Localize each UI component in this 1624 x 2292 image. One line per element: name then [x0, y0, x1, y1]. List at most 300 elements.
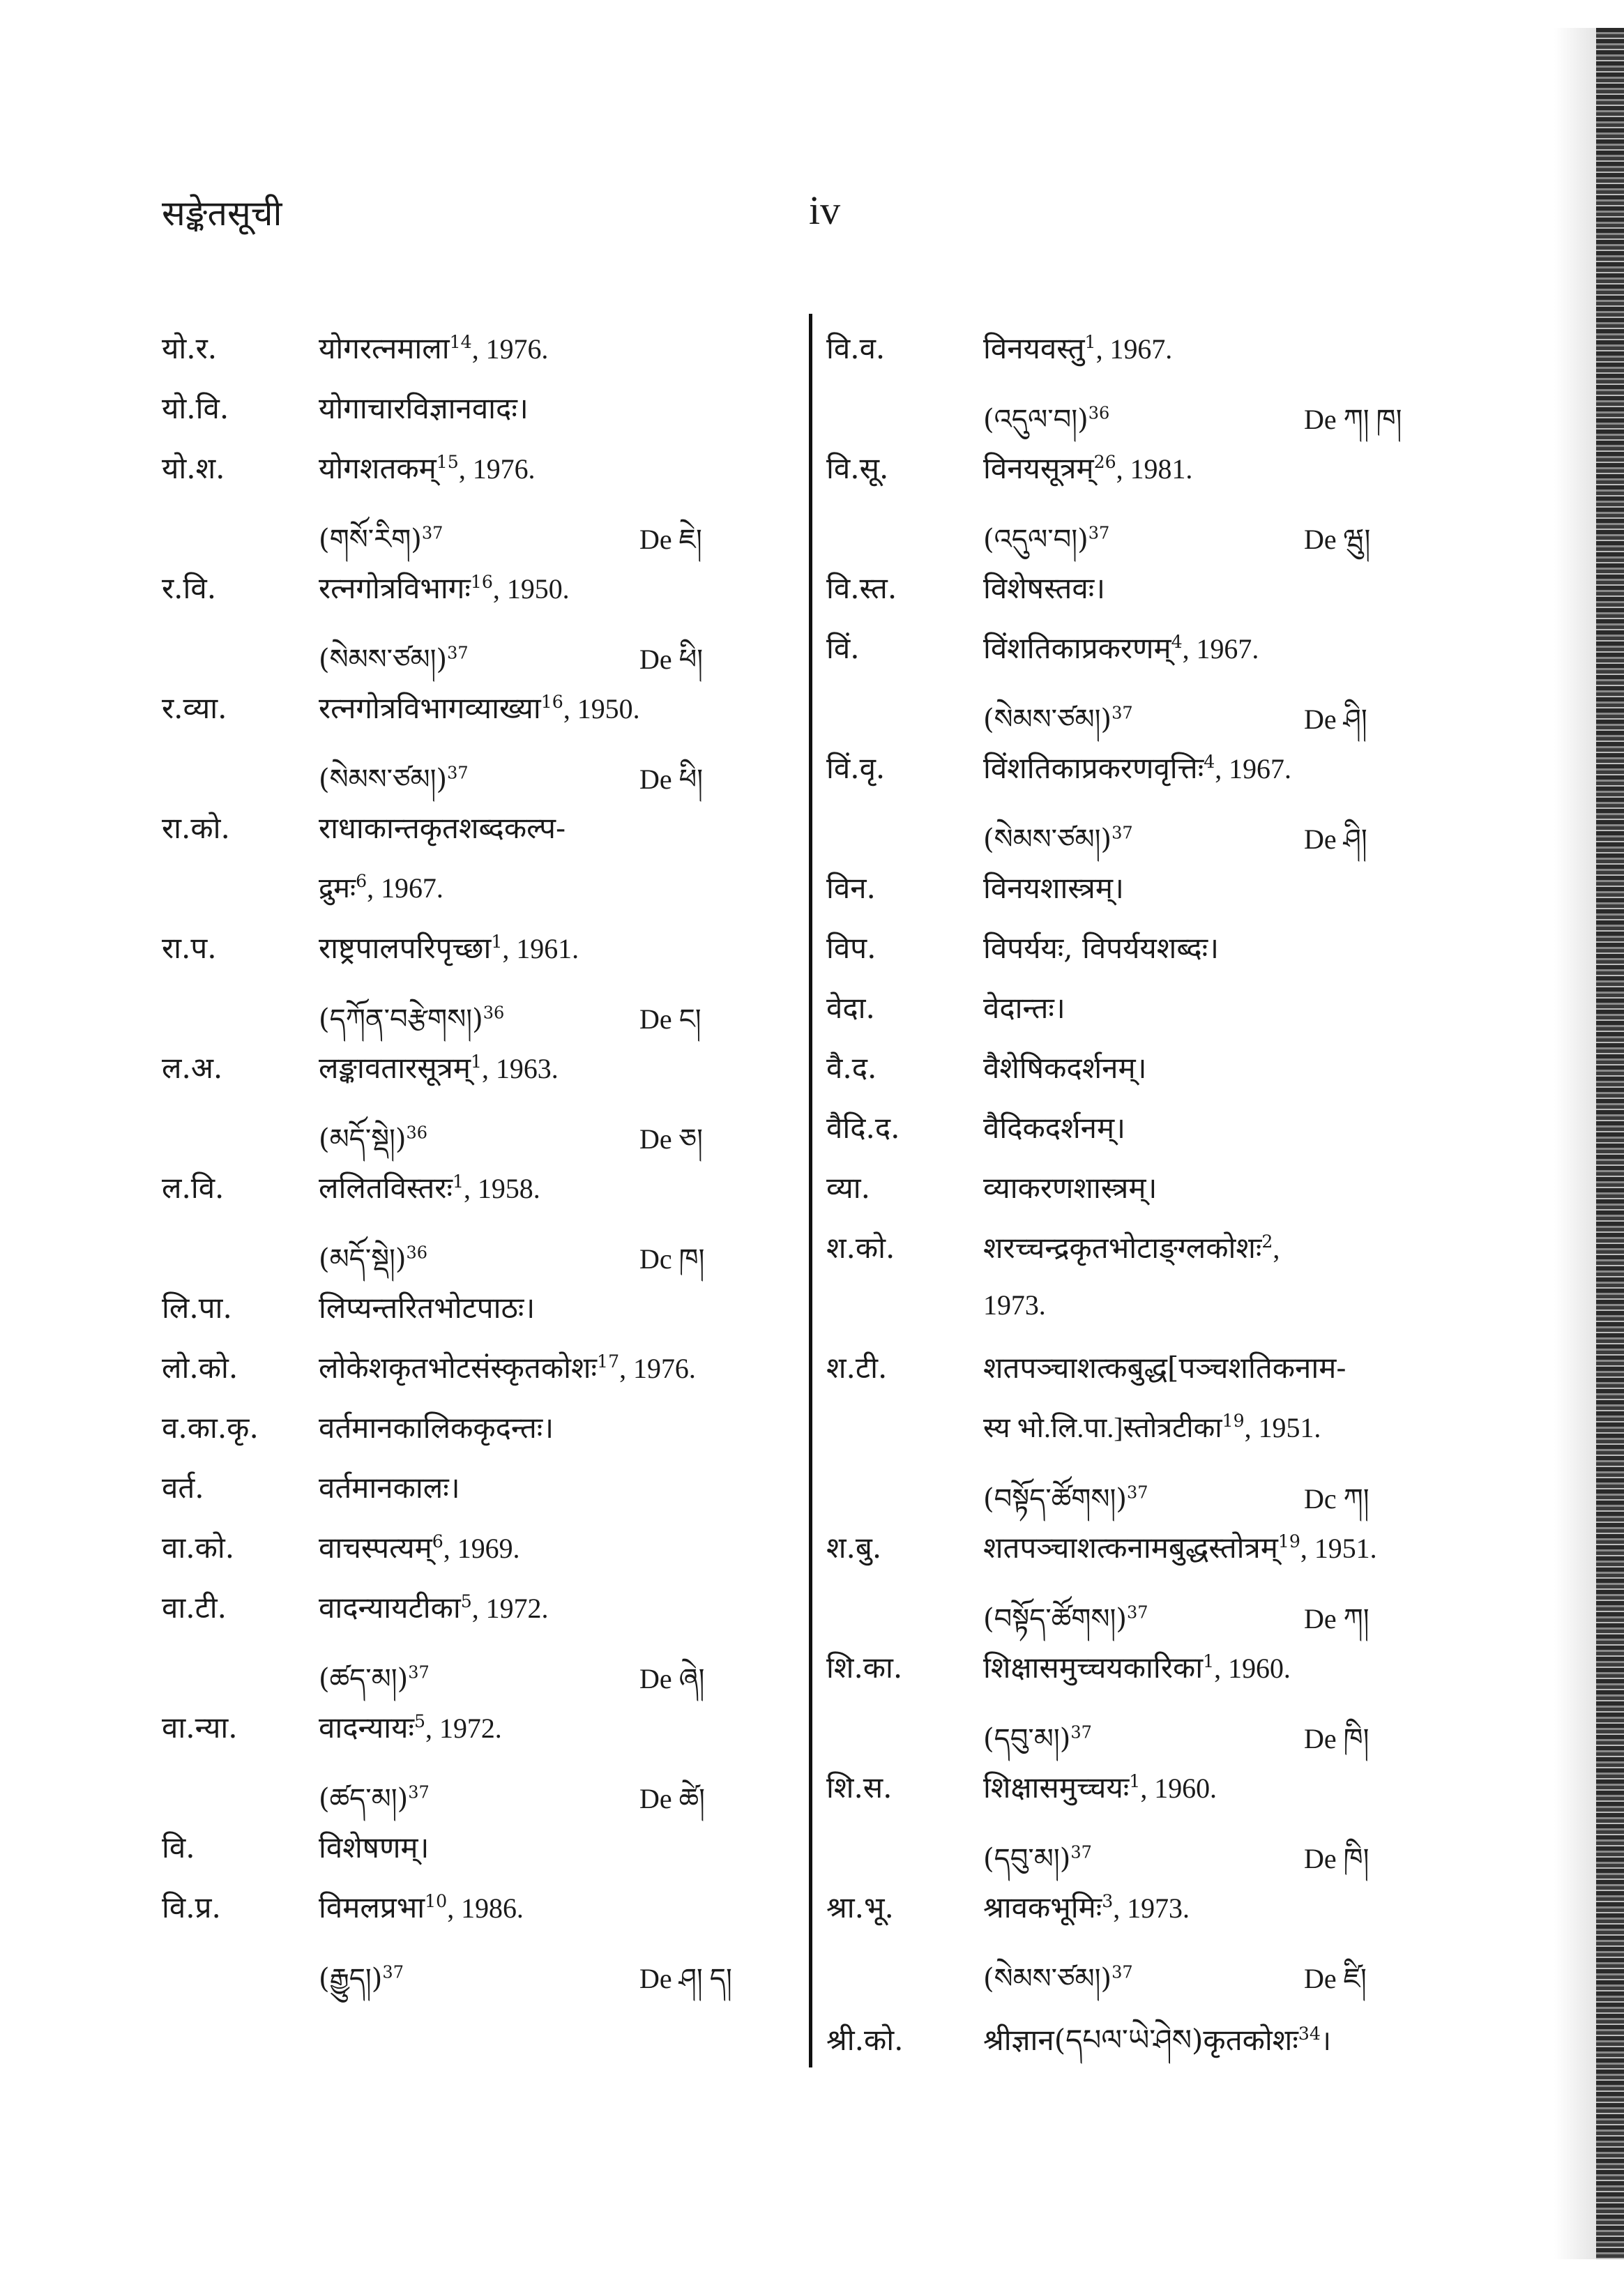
footnote-ref: 37 — [382, 1962, 404, 1982]
abbreviation-entry — [826, 1047, 1440, 1107]
abbreviation: श्रा.भू. — [826, 1890, 894, 1925]
abbreviation: वि.व. — [826, 331, 886, 365]
expansion-title: वैदिकदर्शनम्। — [983, 1111, 1125, 1145]
tibetan-section-name: (ཚད་མ།) — [319, 1783, 409, 1815]
expansion-title: वेदान्तः। — [983, 991, 1065, 1025]
publication-year: , 1986. — [447, 1892, 524, 1924]
tibetan-section-name: (འདུལ་བ།) — [983, 404, 1088, 436]
expansion-text — [983, 1887, 1440, 1927]
tibetan-reference-line — [162, 987, 754, 1047]
expansion-text — [319, 1467, 754, 1507]
expansion-text — [319, 1287, 754, 1327]
expansion-text — [319, 328, 754, 367]
abbreviation: विं.वृ. — [826, 751, 886, 785]
publication-year: , 1967. — [1182, 633, 1259, 665]
expansion-text — [319, 1167, 754, 1207]
expansion-title: विशेषणम्। — [319, 1830, 430, 1865]
footnote-ref: 37 — [1126, 1482, 1148, 1503]
tibetan-section-name: (གསོ་རིག) — [319, 524, 422, 556]
expansion-text — [983, 987, 1440, 1027]
abbreviation: यो.वि. — [162, 391, 229, 425]
expansion-title: वाचस्पत्यम् — [319, 1531, 432, 1565]
entry-continuation-line — [826, 1287, 1440, 1347]
tibetan-section — [319, 1947, 639, 2026]
tibetan-section-name: (སེམས་ཙམ།) — [319, 764, 448, 796]
entry-main-line — [826, 927, 1440, 987]
footnote-ref: 34 — [1298, 2024, 1321, 2044]
entry-main-line — [826, 867, 1440, 927]
tibetan-reference-line — [826, 388, 1440, 448]
publication-year: , 1972. — [425, 1713, 502, 1744]
abbreviation-entry — [826, 1887, 1440, 2007]
abbreviation: वा.टी. — [162, 1591, 227, 1625]
expansion-text — [983, 1227, 1440, 1267]
abbreviation-entry — [826, 2007, 1440, 2067]
entry-main-line — [162, 1887, 754, 1947]
expansion-text — [983, 1527, 1440, 1567]
tibetan-section-name: (སེམས་ཙམ།) — [983, 1963, 1112, 1995]
derge-volume-ref: De ཀ། — [1304, 1603, 1369, 1634]
footnote-ref: 37 — [447, 643, 469, 663]
footnote-ref: 37 — [447, 763, 469, 783]
entry-main-line — [826, 448, 1440, 508]
abbreviation-entry — [162, 1827, 754, 1887]
column-divider — [809, 314, 812, 2067]
expansion-text — [319, 1587, 754, 1627]
expansion-title: शिक्षासमुच्चयकारिका — [983, 1650, 1204, 1685]
abbreviation-entry — [162, 1707, 754, 1827]
tibetan-section-name: (མདོ་སྡེ།) — [319, 1243, 407, 1275]
expansion-text — [319, 1527, 754, 1567]
abbreviation-entry — [826, 867, 1440, 927]
expansion-text — [983, 328, 1440, 367]
entry-main-line — [162, 1407, 754, 1467]
continuation-text — [983, 1287, 1440, 1321]
entry-continuation-line — [826, 1407, 1440, 1467]
abbreviation: शि.का. — [826, 1650, 903, 1685]
publication-year: , 1976. — [471, 333, 549, 365]
abbreviation: वेदा. — [826, 991, 875, 1025]
tibetan-section-name: (སེམས་ཙམ།) — [319, 644, 448, 676]
expansion-title: ललितविस्तरः — [319, 1171, 453, 1205]
abbreviation-entry — [826, 1107, 1440, 1167]
expansion-title: विनयसूत्रम् — [983, 451, 1094, 485]
expansion-title: शरच्चन्द्रकृतभोटाङ्ग्लकोशः — [983, 1231, 1262, 1265]
entry-main-line — [826, 1107, 1440, 1167]
abbreviation: श.को. — [826, 1231, 895, 1265]
abbreviation-entry — [826, 1527, 1440, 1647]
expansion-title: राधाकान्तकृतशब्दकल्प- — [319, 811, 566, 845]
abbreviation-entry — [826, 568, 1440, 628]
abbreviation-entry — [826, 747, 1440, 867]
expansion-title: वादन्यायः — [319, 1710, 415, 1745]
expansion-title: वर्तमानकालः। — [319, 1471, 460, 1505]
expansion-title: विनयशास्त्रम्। — [983, 871, 1124, 905]
expansion-text — [319, 448, 754, 487]
footnote-ref: 10 — [425, 1891, 448, 1911]
publication-year: , 1963. — [482, 1053, 559, 1084]
derge-volume-ref: De ཤི། — [1304, 704, 1367, 735]
footnote-ref: 37 — [1088, 523, 1110, 543]
footnote-ref: 37 — [408, 1782, 430, 1803]
tibetan-section-name: (དབུ་མ།) — [983, 1843, 1071, 1875]
right-column — [826, 328, 1440, 2067]
publication-year: , 1951. — [1300, 1533, 1377, 1564]
abbreviation-entry — [162, 688, 754, 807]
abbreviation: वा.को. — [162, 1531, 235, 1565]
expansion-text — [983, 568, 1440, 607]
expansion-title: लिप्यन्तरितभोटपाठः। — [319, 1291, 536, 1325]
abbreviation-entry — [826, 1767, 1440, 1887]
expansion-text — [319, 1887, 754, 1927]
entry-main-line — [162, 1287, 754, 1347]
publication-year: , 1967. — [1095, 333, 1173, 365]
running-header-title: सङ्केतसूची — [162, 193, 282, 234]
expansion-title: लङ्कावतारसूत्रम् — [319, 1051, 471, 1085]
page-number: iv — [809, 188, 841, 233]
tibetan-reference-line — [826, 1467, 1440, 1527]
abbreviation: व्या. — [826, 1171, 870, 1205]
abbreviation: विं. — [826, 631, 860, 665]
footnote-ref: 37 — [1070, 1842, 1092, 1862]
left-column — [162, 328, 754, 2007]
abbreviation-entry — [162, 448, 754, 568]
footnote-ref: 1 — [1203, 1651, 1215, 1671]
derge-volume-ref: De ཤི། — [1304, 824, 1367, 855]
abbreviation: श्री.को. — [826, 2023, 904, 2057]
footnote-ref: 1 — [470, 1052, 483, 1072]
footnote-ref: 36 — [1088, 403, 1110, 423]
tibetan-section-name: (འདུལ་བ།) — [983, 524, 1088, 556]
footnote-ref: 4 — [1204, 752, 1215, 772]
abbreviation-entry — [162, 1887, 754, 2007]
footnote-ref: 19 — [1277, 1531, 1300, 1551]
tibetan-reference-line — [162, 1107, 754, 1167]
publication-year: । — [1320, 2025, 1331, 2056]
expansion-text — [319, 1707, 754, 1747]
tibetan-reference-line — [162, 1947, 754, 2007]
footnote-ref: 17 — [597, 1351, 620, 1372]
expansion-title: लोकेशकृतभोटसंस्कृतकोशः — [319, 1351, 598, 1385]
footnote-ref: 5 — [414, 1711, 426, 1731]
publication-year: , 1950. — [492, 573, 570, 605]
derge-volume-ref: De ཅ། — [639, 1123, 703, 1155]
abbreviation-entry — [826, 448, 1440, 568]
entry-main-line — [826, 328, 1440, 388]
footnote-ref: 36 — [406, 1243, 428, 1263]
expansion-title: श्रावकभूमिः — [983, 1890, 1102, 1925]
entry-main-line — [826, 628, 1440, 688]
tibetan-section-name: (བསྟོད་ཚོགས།) — [983, 1483, 1127, 1515]
abbreviation: शि.स. — [826, 1770, 893, 1805]
abbreviation: श.टी. — [826, 1351, 888, 1385]
derge-volume-ref: De ཚེ། — [639, 1783, 706, 1814]
footnote-ref: 4 — [1171, 632, 1183, 652]
abbreviation: वि.स्त. — [826, 571, 897, 605]
publication-year: , 1969. — [443, 1533, 520, 1564]
derge-volume-ref: De ཁི། — [1304, 1843, 1369, 1874]
entry-main-line — [826, 1047, 1440, 1107]
abbreviation-entry — [826, 1347, 1440, 1527]
expansion-title: विनयवस्तु — [983, 331, 1085, 365]
entry-main-line — [162, 1707, 754, 1767]
expansion-title: विशेषस्तवः। — [983, 571, 1106, 605]
abbreviation: विन. — [826, 871, 876, 905]
abbreviation: ल.अ. — [162, 1051, 223, 1085]
tibetan-reference-line — [826, 807, 1440, 867]
expansion-title: राष्ट्रपालपरिपृच्छा — [319, 931, 492, 965]
abbreviation-entry — [162, 1587, 754, 1707]
entry-main-line — [826, 1767, 1440, 1827]
footnote-ref: 2 — [1261, 1231, 1273, 1252]
abbreviation-entry — [826, 328, 1440, 448]
abbreviation: वै.द. — [826, 1051, 877, 1085]
footnote-ref: 37 — [1111, 703, 1133, 723]
abbreviation: वि.प्र. — [162, 1890, 221, 1925]
tibetan-reference-line — [162, 1647, 754, 1707]
publication-year: , 1960. — [1140, 1773, 1217, 1804]
expansion-title: शिक्षासमुच्चयः — [983, 1770, 1130, 1805]
abbreviation: यो.श. — [162, 451, 225, 485]
publication-year: , 1967. — [367, 872, 443, 904]
continuation-text — [983, 1407, 1440, 1445]
derge-volume-ref: De ཇེ། — [639, 524, 702, 555]
entry-main-line — [162, 1347, 754, 1407]
tibetan-section-name: (དཀོན་བརྩེགས།) — [319, 1003, 483, 1035]
continuation-text — [319, 867, 754, 906]
footnote-ref: 3 — [1102, 1891, 1114, 1911]
footnote-ref: 15 — [436, 452, 459, 472]
expansion-text — [983, 448, 1440, 487]
entry-main-line — [162, 1167, 754, 1227]
footnote-ref: 5 — [460, 1591, 472, 1611]
entry-continuation-line — [162, 867, 754, 927]
abbreviation-entry — [162, 388, 754, 448]
entry-main-line — [162, 1587, 754, 1647]
expansion-text — [319, 688, 754, 727]
abbreviation-entry — [162, 328, 754, 388]
expansion-title: शतपञ्चाशत्कबुद्ध[पञ्चशतिकनाम- — [983, 1351, 1346, 1385]
abbreviation: वा.न्या. — [162, 1710, 238, 1745]
entry-main-line — [162, 927, 754, 987]
entry-main-line — [162, 1467, 754, 1527]
expansion-text — [983, 867, 1440, 907]
tibetan-reference-line — [162, 1767, 754, 1827]
entry-main-line — [826, 1887, 1440, 1947]
tibetan-section-name: (སེམས་ཙམ།) — [983, 824, 1112, 856]
publication-year: , 1972. — [471, 1593, 549, 1624]
tibetan-section-name: (དབུ་མ།) — [983, 1723, 1071, 1755]
derge-volume-ref: De ཞེ། — [639, 1663, 705, 1694]
continuation-title: 1973. — [983, 1289, 1046, 1321]
expansion-title: विपर्ययः, विपर्ययशब्दः। — [983, 931, 1220, 965]
expansion-text — [983, 1767, 1440, 1807]
abbreviation-entry — [162, 1347, 754, 1407]
publication-year: , 1976. — [619, 1353, 696, 1384]
expansion-text — [983, 1047, 1440, 1087]
abbreviation: ल.वि. — [162, 1171, 225, 1205]
tibetan-reference-line — [826, 508, 1440, 568]
entry-main-line — [826, 1227, 1440, 1287]
derge-volume-ref: De ཀ། ཁ། — [1304, 404, 1402, 435]
expansion-text — [983, 1347, 1440, 1387]
abbreviation-entry — [826, 1167, 1440, 1227]
expansion-title: वर्तमानकालिककृदन्तः। — [319, 1411, 554, 1445]
expansion-text — [983, 1647, 1440, 1687]
expansion-text — [983, 1107, 1440, 1147]
entry-main-line — [826, 568, 1440, 628]
entry-main-line — [826, 1647, 1440, 1707]
tibetan-reference-line — [162, 508, 754, 568]
abbreviation-entry — [826, 1647, 1440, 1767]
abbreviation: लो.को. — [162, 1351, 238, 1385]
entry-main-line — [162, 688, 754, 747]
tibetan-section-name: (བསྟོད་ཚོགས།) — [983, 1603, 1127, 1635]
publication-year: , 1951. — [1244, 1412, 1321, 1443]
abbreviation-entry — [162, 568, 754, 688]
expansion-text — [319, 1347, 754, 1387]
footnote-ref: 36 — [483, 1003, 505, 1023]
expansion-text — [319, 568, 754, 607]
publication-year: , 1960. — [1214, 1653, 1291, 1684]
publication-year: , 1958. — [463, 1173, 540, 1204]
publication-year: , 1981. — [1116, 453, 1193, 485]
footnote-ref: 1 — [452, 1171, 464, 1192]
entry-main-line — [826, 2007, 1440, 2067]
page-edge-shadow — [1554, 28, 1596, 2259]
publication-year: , 1967. — [1215, 753, 1291, 784]
footnote-ref: 19 — [1222, 1411, 1245, 1431]
tibetan-reference-line — [162, 747, 754, 807]
expansion-text — [319, 388, 754, 427]
footnote-ref: 1 — [1084, 332, 1096, 352]
derge-volume-ref: De ཤ། ད། — [639, 1963, 732, 1994]
abbreviation-entry — [162, 807, 754, 927]
footnote-ref: 36 — [406, 1123, 428, 1143]
abbreviation: विप. — [826, 931, 876, 965]
entry-main-line — [162, 1047, 754, 1107]
entry-main-line — [162, 1827, 754, 1887]
publication-year: , 1976. — [458, 453, 536, 485]
expansion-title: वादन्यायटीका — [319, 1591, 461, 1625]
footnote-ref: 16 — [540, 692, 563, 712]
scanned-binding-edge — [1596, 28, 1624, 2259]
tibetan-reference-line — [826, 688, 1440, 747]
entry-main-line — [162, 448, 754, 508]
abbreviation: रा.प. — [162, 931, 217, 965]
abbreviation: वि. — [162, 1830, 195, 1865]
abbreviation: व.का.कृ. — [162, 1411, 259, 1445]
footnote-ref: 37 — [408, 1662, 430, 1683]
tibetan-section-name: (ཚད་མ།) — [319, 1663, 409, 1695]
abbreviation: यो.र. — [162, 331, 218, 365]
abbreviation-entry — [826, 1227, 1440, 1347]
footnote-ref: 37 — [1070, 1722, 1092, 1743]
footnote-ref: 14 — [449, 332, 472, 352]
expansion-text — [983, 747, 1440, 787]
abbreviation-entry — [162, 1527, 754, 1587]
tibetan-reference-line — [826, 1947, 1440, 2007]
expansion-text — [319, 807, 754, 847]
derge-volume-ref: De ང། — [639, 1003, 701, 1035]
abbreviation-entry — [826, 628, 1440, 747]
footnote-ref: 37 — [1111, 823, 1133, 843]
expansion-text — [319, 1827, 754, 1867]
abbreviation-entry — [162, 1287, 754, 1347]
footnote-ref: 6 — [432, 1531, 443, 1551]
footnote-ref: 37 — [1126, 1602, 1148, 1623]
abbreviation-entry — [162, 1167, 754, 1287]
expansion-title: योगरत्नमाला — [319, 331, 450, 365]
expansion-title: शतपञ्चाशत्कनामबुद्धस्तोत्रम् — [983, 1531, 1278, 1565]
expansion-title: रत्नगोत्रविभागव्याख्या — [319, 691, 541, 725]
footnote-ref: 16 — [470, 572, 493, 592]
expansion-title: विंशतिकाप्रकरणम् — [983, 631, 1171, 665]
entry-main-line — [162, 807, 754, 867]
abbreviation-entry — [162, 927, 754, 1047]
entry-main-line — [826, 1527, 1440, 1587]
entry-main-line — [826, 747, 1440, 807]
expansion-title: श्रीज्ञान(དཔལ་ཡེ་ཤེས)कृतकोशः — [983, 2023, 1298, 2057]
tibetan-reference-line — [826, 1587, 1440, 1647]
entry-main-line — [826, 987, 1440, 1047]
footnote-ref: 6 — [356, 871, 367, 891]
derge-volume-ref: Dc ཀ། — [1304, 1483, 1369, 1515]
footnote-ref: 1 — [1129, 1771, 1141, 1791]
tibetan-section-name: (མདོ་སྡེ།) — [319, 1123, 407, 1155]
footnote-ref: 26 — [1093, 452, 1116, 472]
tibetan-reference-line — [826, 1827, 1440, 1887]
entry-main-line — [826, 1167, 1440, 1227]
publication-year: , 1950. — [563, 693, 640, 724]
tibetan-reference-line — [162, 1227, 754, 1287]
abbreviation: वर्त. — [162, 1471, 204, 1505]
expansion-text — [319, 1407, 754, 1447]
abbreviation-entry — [162, 1407, 754, 1467]
tibetan-section-name: (རྒྱུད།) — [319, 1963, 383, 1995]
expansion-title: योगशतकम् — [319, 451, 437, 485]
continuation-title: स्य भो.लि.पा.]स्तोत्रटीका — [983, 1412, 1222, 1443]
expansion-title: रत्नगोत्रविभागः — [319, 571, 471, 605]
abbreviation: रा.को. — [162, 811, 230, 845]
entry-main-line — [826, 1347, 1440, 1407]
expansion-title: योगाचारविज्ञानवादः। — [319, 391, 529, 425]
publication-year: , 1973. — [1113, 1892, 1190, 1924]
abbreviation: वि.सू. — [826, 451, 889, 485]
publication-year: , — [1273, 1233, 1280, 1264]
derge-volume-ref: De ཕི། — [639, 764, 704, 795]
footnote-ref: 37 — [421, 523, 443, 543]
abbreviation: लि.पा. — [162, 1291, 232, 1325]
tibetan-reference-line — [162, 628, 754, 688]
abbreviation: र.वि. — [162, 571, 217, 605]
footnote-ref: 37 — [1111, 1962, 1133, 1982]
expansion-text — [983, 927, 1440, 967]
derge-volume-ref: De ཛི། — [1304, 1963, 1367, 1994]
expansion-title: विंशतिकाप्रकरणवृत्तिः — [983, 751, 1204, 785]
entry-main-line — [162, 328, 754, 388]
expansion-text — [319, 927, 754, 967]
abbreviation-entry — [162, 1467, 754, 1527]
entry-main-line — [162, 1527, 754, 1587]
publication-year: , 1961. — [502, 933, 579, 964]
expansion-title: विमलप्रभा — [319, 1890, 425, 1925]
expansion-text — [319, 1047, 754, 1087]
expansion-title: व्याकरणशास्त्रम्। — [983, 1171, 1158, 1205]
entry-main-line — [162, 388, 754, 448]
abbreviation: श.बु. — [826, 1531, 882, 1565]
abbreviation-entry — [826, 927, 1440, 987]
